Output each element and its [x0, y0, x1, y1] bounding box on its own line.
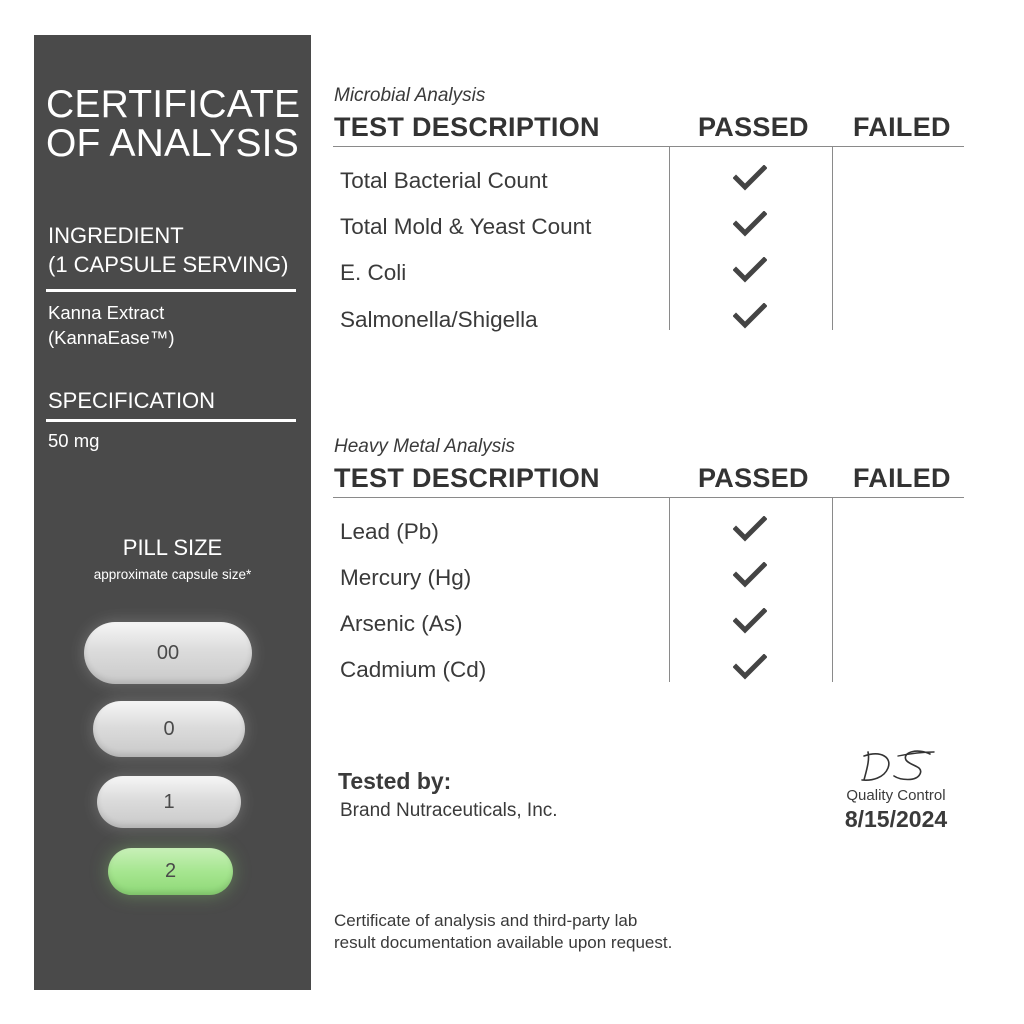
microbial-row-label: Salmonella/Shigella	[340, 307, 538, 332]
microbial-header-passed: PASSED	[698, 112, 809, 142]
heavy-metal-row-label: Lead (Pb)	[340, 519, 439, 544]
heavy-metal-header-rule	[333, 497, 964, 498]
microbial-row-label: Total Bacterial Count	[340, 168, 548, 193]
microbial-header-rule	[333, 146, 964, 147]
heavy-metal-header-passed: PASSED	[698, 463, 809, 493]
tested-by-value: Brand Nutraceuticals, Inc.	[340, 800, 558, 821]
title-line: OF ANALYSIS	[46, 122, 299, 165]
ingredient-divider	[46, 289, 296, 292]
microbial-header-test: TEST DESCRIPTION	[334, 112, 600, 142]
checkmark-icon	[733, 211, 767, 237]
heavy-metal-caption: Heavy Metal Analysis	[334, 436, 515, 457]
footer-note-line: result documentation available upon request.	[334, 933, 673, 952]
microbial-col-divider	[669, 147, 670, 330]
ingredient-label-line: (1 CAPSULE SERVING)	[48, 252, 289, 277]
microbial-caption: Microbial Analysis	[334, 85, 486, 106]
pill-size-title: PILL SIZE	[122, 535, 223, 560]
microbial-col-divider	[832, 147, 833, 330]
checkmark-icon	[733, 257, 767, 283]
heavy-metal-row-label: Cadmium (Cd)	[340, 657, 487, 682]
heavy-metal-col-divider	[832, 498, 833, 682]
checkmark-icon	[733, 303, 767, 329]
checkmark-icon	[733, 165, 767, 191]
ingredient-value	[48, 300, 174, 350]
capsule-size-0: 0	[93, 701, 245, 757]
capsule-size-1: 1	[97, 776, 241, 828]
tested-by-label: Tested by:	[338, 768, 452, 794]
footer-note	[334, 910, 672, 954]
specification-divider	[46, 419, 296, 422]
signature-icon	[858, 748, 938, 784]
microbial-row-label: E. Coli	[340, 260, 407, 285]
microbial-row-label: Total Mold & Yeast Count	[340, 214, 592, 239]
sidebar	[34, 35, 311, 990]
microbial-header-failed: FAILED	[853, 112, 951, 142]
heavy-metal-col-divider	[669, 498, 670, 682]
checkmark-icon	[733, 562, 767, 588]
heavy-metal-header-test: TEST DESCRIPTION	[334, 463, 600, 493]
footer-note-line: Certificate of analysis and third-party lab	[334, 911, 638, 930]
certificate-title	[46, 85, 300, 163]
title-line: CERTIFICATE	[46, 83, 301, 126]
quality-control-label: Quality Control	[846, 787, 946, 804]
capsule-size-2-highlighted: 2	[108, 848, 233, 895]
quality-control-date: 8/15/2024	[844, 806, 948, 832]
checkmark-icon	[733, 608, 767, 634]
ingredient-label	[48, 221, 288, 279]
checkmark-icon	[733, 654, 767, 680]
ingredient-value-line: (KannaEase™)	[48, 327, 175, 348]
heavy-metal-row-label: Mercury (Hg)	[340, 565, 472, 590]
pill-size-subtitle: approximate capsule size*	[93, 567, 252, 582]
capsule-size-00: 00	[84, 622, 252, 684]
ingredient-value-line: Kanna Extract	[48, 302, 165, 323]
checkmark-icon	[733, 516, 767, 542]
specification-label: SPECIFICATION	[48, 388, 216, 413]
specification-value: 50 mg	[48, 430, 100, 451]
ingredient-label-line: INGREDIENT	[48, 223, 184, 248]
heavy-metal-row-label: Arsenic (As)	[340, 611, 463, 636]
heavy-metal-header-failed: FAILED	[853, 463, 951, 493]
